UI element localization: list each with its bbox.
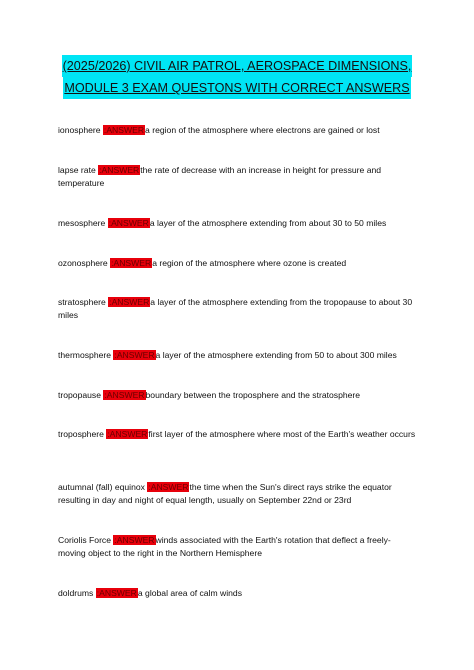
entry-ionosphere [58, 124, 418, 137]
answer-tag: :ANSWER [114, 350, 155, 360]
answer-tag: :ANSWER [104, 390, 145, 400]
entry-term: ionosphere [58, 125, 101, 135]
entry-definition: a global area of calm winds [137, 588, 243, 598]
entry-term: lapse rate [58, 165, 96, 175]
title-line-2: MODULE 3 EXAM QUESTONS WITH CORRECT ANSWERS [63, 77, 410, 99]
entry-definition: a layer of the atmosphere extending from about 30 to 50 miles [149, 218, 387, 228]
entry-autumnal-equinox [58, 481, 418, 507]
answer-tag: :ANSWER [114, 535, 155, 545]
entry-definition: a layer of the atmosphere extending from the tropopause to about 30 miles [58, 297, 413, 320]
entry-definition: a layer of the atmosphere extending from 50 to about 300 miles [155, 350, 397, 360]
entry-term: thermosphere [58, 350, 112, 360]
entry-term: autumnal (fall) equinox [58, 482, 145, 492]
entry-term: Coriolis Force [58, 535, 112, 545]
entry-term: stratosphere [58, 297, 106, 307]
answer-tag: :ANSWER [103, 125, 145, 135]
entry-definition: a region of the atmosphere where ozone is created [152, 258, 347, 268]
answer-tag: :ANSWER [107, 429, 148, 439]
entry-definition: a region of the atmosphere where electrons are gained or lost [145, 125, 380, 135]
entry-definition: first layer of the atmosphere where most of the Earth's weather occurs [148, 429, 416, 439]
answer-tag: :ANSWER [108, 218, 149, 228]
entry-coriolis-force [58, 534, 418, 560]
entry-term: mesosphere [58, 218, 106, 228]
answer-tag: :ANSWER [109, 297, 150, 307]
document-title [40, 55, 434, 99]
entry-definition: the time when the Sun's direct rays strike the equator resulting in day and night of equal length, usually on September 22nd or 23rd [58, 482, 392, 505]
entry-definition: winds associated with the Earth's rotation that deflect a freely-moving object to the right in the Northern Hemisphere [58, 535, 391, 558]
entry-term: tropopause [58, 390, 102, 400]
entry-thermosphere [58, 349, 418, 362]
answer-tag: :ANSWER [99, 165, 140, 175]
title-line-1: (2025/2026) CIVIL AIR PATROL, AEROSPACE DIMENSIONS, [62, 55, 413, 77]
entry-term: doldrums [58, 588, 94, 598]
answer-tag: :ANSWER [111, 258, 152, 268]
answer-tag: :ANSWER [148, 482, 189, 492]
entry-definition: boundary between the troposphere and the stratosphere [145, 390, 361, 400]
entry-ozonosphere [58, 257, 418, 270]
entry-troposphere [58, 428, 418, 441]
entry-stratosphere [58, 296, 418, 322]
entry-term: ozonosphere [58, 258, 108, 268]
entry-definition: the rate of decrease with an increase in height for pressure and temperature [58, 165, 382, 188]
entry-tropopause [58, 389, 418, 402]
answer-tag: :ANSWER [96, 588, 137, 598]
entry-term: troposphere [58, 429, 104, 439]
entry-doldrums [58, 587, 418, 600]
entry-lapse-rate [58, 164, 418, 190]
entry-mesosphere [58, 217, 418, 230]
